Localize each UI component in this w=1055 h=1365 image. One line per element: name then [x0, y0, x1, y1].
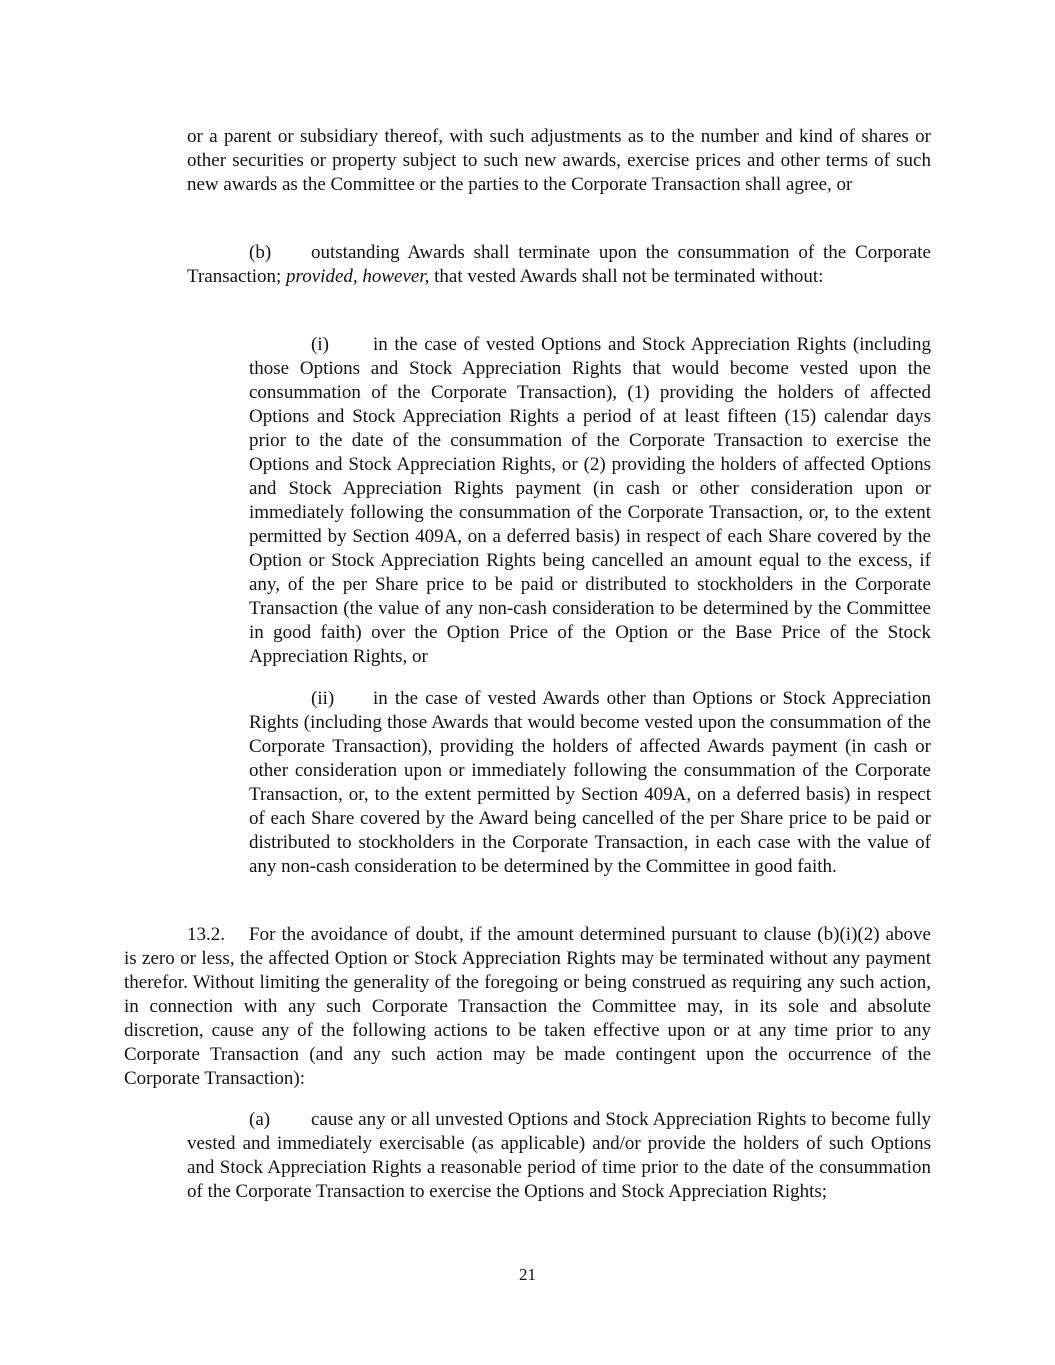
- paragraph-b-italic: provided, however,: [286, 266, 430, 287]
- paragraph-b-label: (b): [249, 242, 272, 263]
- paragraph-a-label: (a): [249, 1109, 271, 1130]
- paragraph-i-label: (i): [311, 334, 329, 355]
- section-13-2: [124, 923, 931, 1091]
- section-13-2-label: 13.2.: [187, 924, 225, 945]
- paragraph-ii-text: in the case of vested Awards other than Options or Stock Appreciation Rights (including those Awards that would become vested upon the consummation of the Corporate Transaction), providing the holders of affected Awards payment (in cash or other consideration upon or immediately following the consummation of the Corporate Transaction, or, to the extent permitted by Section 409A, on a deferred basis) in respect of each Share covered by the Award being cancelled of the per Share price to be paid or distributed to stockholders in the Corporate Transaction, in each case with the value of any non-cash consideration to be determined by the Committee in good faith.: [249, 688, 931, 877]
- paragraph-a: [187, 1108, 931, 1204]
- paragraph-b-text-before: outstanding Awards shall terminate upon the consummation of the Corporate Transaction;: [187, 242, 931, 287]
- section-13-2-text: For the avoidance of doubt, if the amount determined pursuant to clause (b)(i)(2) above is zero or less, the affected Option or Stock Appreciation Rights may be terminated without any payment therefor. Without limiting the generality of the foregoing or being construed as requiring any such action, in connection with any such Corporate Transaction the Committee may, in its sole and absolute discretion, cause any of the following actions to be taken effective upon or at any time prior to any Corporate Transaction (and any such action may be made contingent upon the occurrence of the Corporate Transaction):: [124, 924, 931, 1089]
- paragraph-ii-label: (ii): [311, 688, 335, 709]
- paragraph-a-text: cause any or all unvested Options and Stock Appreciation Rights to become fully vested and immediately exercisable (as applicable) and/or provide the holders of such Options and Stock Appreciation Rights a reasonable period of time prior to the date of the consummation of the Corporate Transaction to exercise the Options and Stock Appreciation Rights;: [187, 1109, 931, 1202]
- page-number: 21: [519, 1265, 536, 1284]
- paragraph-i: [249, 333, 931, 669]
- paragraph-ii: [249, 687, 931, 879]
- paragraph-continuation: [187, 125, 931, 197]
- paragraph-i-text: in the case of vested Options and Stock Appreciation Rights (including those Options and Stock Appreciation Rights that would become vested upon the consummation of the Corporate Transaction), (1) providing the holders of affected Options and Stock Appreciation Rights a period of at least fifteen (15) calendar days prior to the date of the consummation of the Corporate Transaction to exercise the Options and Stock Appreciation Rights, or (2) providing the holders of affected Options and Stock Appreciation Rights payment (in cash or other consideration upon or immediately following the consummation of the Corporate Transaction, or, to the extent permitted by Section 409A, on a deferred basis) in respect of each Share covered by the Option or Stock Appreciation Rights being cancelled an amount equal to the excess, if any, of the per Share price to be paid or distributed to stockholders in the Corporate Transaction (the value of any non-cash consideration to be determined by the Committee in good faith) over the Option Price of the Option or the Base Price of the Stock Appreciation Rights, or: [249, 334, 931, 667]
- paragraph-b-text-after: that vested Awards shall not be terminated without:: [434, 266, 824, 287]
- paragraph-b: [187, 241, 931, 289]
- paragraph-continuation-text: or a parent or subsidiary thereof, with such adjustments as to the number and kind of shares or other securities or property subject to such new awards, exercise prices and other terms of such new awards as the Committee or the parties to the Corporate Transaction shall agree, or: [187, 126, 931, 195]
